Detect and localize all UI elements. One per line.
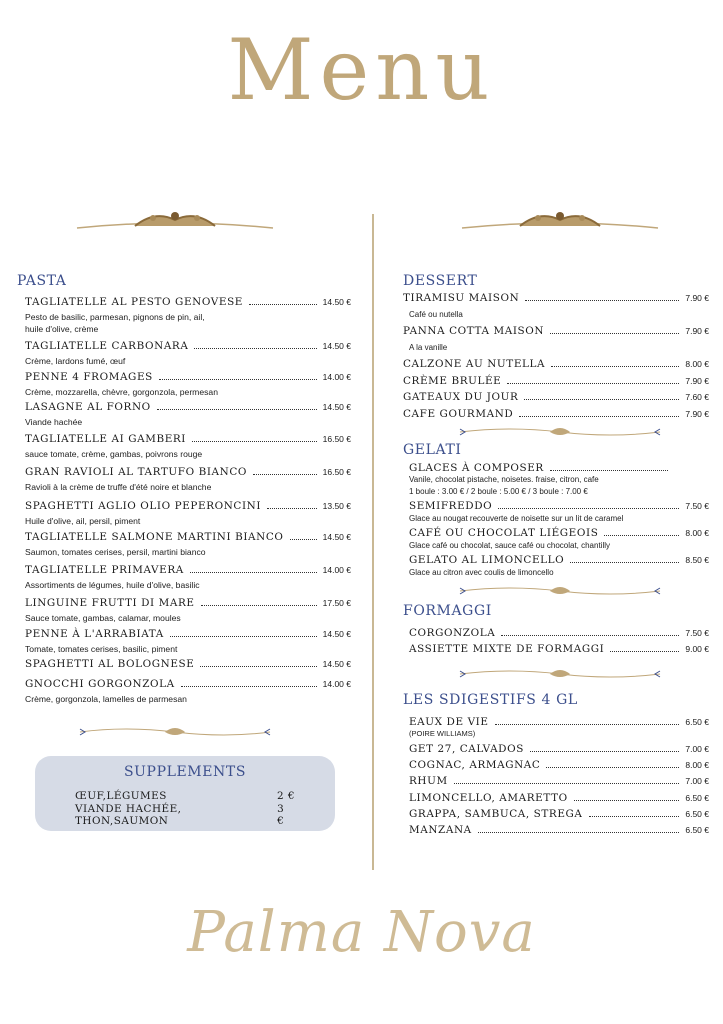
section-divider-ornament — [455, 583, 665, 599]
item-description: huile d'olive, crème — [25, 324, 99, 334]
right-flourish-ornament — [460, 206, 660, 232]
section-divider-ornament — [75, 724, 275, 740]
item-description: Assortiments de légumes, huile d'olive, basilic — [25, 580, 200, 590]
menu-item: PENNE À L'ARRABIATA 14.50 € — [25, 628, 351, 640]
menu-item: LASAGNE AL FORNO 14.50 € — [25, 401, 351, 413]
menu-item: TAGLIATELLE AI GAMBERI 16.50 € — [25, 433, 351, 445]
menu-item: LINGUINE FRUTTI DI MARE 17.50 € — [25, 597, 351, 609]
menu-item: TAGLIATELLE AL PESTO GENOVESE 14.50 € — [25, 296, 351, 308]
section-title-dessert: DESSERT — [403, 273, 478, 289]
item-description: (POIRE WILLIAMS) — [409, 729, 476, 738]
item-description: Glace au nougat recouverte de noisette sur un lit de caramel — [409, 514, 624, 523]
item-description: Ravioli à la crème de truffe d'été noire et blanche — [25, 482, 212, 492]
column-divider — [372, 214, 374, 870]
menu-item: EAUX DE VIE 6.50 € — [409, 716, 709, 728]
menu-item: LIMONCELLO, AMARETTO 6.50 € — [409, 792, 709, 804]
section-title-formaggi: FORMAGGI — [403, 603, 492, 619]
item-description: Café ou nutella — [409, 310, 463, 319]
menu-item: SPAGHETTI AGLIO OLIO PEPERONCINI 13.50 € — [25, 500, 351, 512]
section-title-gelati: GELATI — [403, 442, 462, 458]
section-divider-ornament — [455, 666, 665, 682]
menu-item: SPAGHETTI AL BOLOGNESE 14.50 € — [25, 658, 351, 670]
item-description: Pesto de basilic, parmesan, pignons de pin, ail, — [25, 312, 205, 322]
menu-item: CALZONE AU NUTELLA 8.00 € — [403, 358, 709, 370]
item-description: Huile d'olive, ail, persil, piment — [25, 516, 141, 526]
menu-item: CAFÉ OU CHOCOLAT LIÉGEOIS 8.00 € — [409, 527, 709, 539]
item-description: Tomate, tomates cerises, basilic, piment — [25, 644, 178, 654]
menu-item: TAGLIATELLE CARBONARA 14.50 € — [25, 340, 351, 352]
item-description: Viande hachée — [25, 417, 83, 427]
item-description: Glace café ou chocolat, sauce café ou chocolat, chantilly — [409, 541, 611, 550]
menu-item: CAFE GOURMAND 7.90 € — [403, 408, 709, 420]
menu-item: GATEAUX DU JOUR 7.60 € — [403, 391, 709, 403]
menu-title: Menu — [227, 21, 496, 119]
menu-item: SEMIFREDDO 7.50 € — [409, 500, 709, 512]
supplement-item: ŒUF,LÉGUMES 2 € — [75, 790, 295, 802]
menu-item: COGNAC, ARMAGNAC 8.00 € — [409, 759, 709, 771]
item-description: sauce tomate, crème, gambas, poivrons rouge — [25, 449, 203, 459]
item-description: Glace au citron avec coulis de limoncello — [409, 568, 554, 577]
menu-item: CRÈME BRULÉE 7.90 € — [403, 375, 709, 387]
item-description: Sauce tomate, gambas, calamar, moules — [25, 613, 181, 623]
menu-item: TAGLIATELLE PRIMAVERA 14.00 € — [25, 564, 351, 576]
menu-item: PENNE 4 FROMAGES 14.00 € — [25, 371, 351, 383]
menu-item: GRAN RAVIOLI AL TARTUFO BIANCO 16.50 € — [25, 466, 351, 478]
left-flourish-ornament — [75, 206, 275, 232]
section-title-supplements: SUPPLEMENTS — [123, 764, 247, 780]
section-title-digestifs: LES SDIGESTIFS 4 GL — [403, 692, 578, 708]
menu-item: MANZANA 6.50 € — [409, 824, 709, 836]
item-description: Saumon, tomates cerises, persil, martini bianco — [25, 547, 206, 557]
menu-item: PANNA COTTA MAISON 7.90 € — [403, 325, 709, 337]
item-description: Crème, gorgonzola, lamelles de parmesan — [25, 694, 187, 704]
item-description: Vanile, chocolat pistache, noisetes. fraise, citron, cafe — [409, 475, 599, 484]
item-description: Crème, lardons fumé, œuf — [25, 356, 126, 366]
menu-item: RHUM 7.00 € — [409, 775, 709, 787]
item-description: A la vanille — [409, 343, 448, 352]
menu-item: GNOCCHI GORGONZOLA 14.00 € — [25, 678, 351, 690]
supplement-item: VIANDE HACHÉE, THON,SAUMON 3 € — [75, 803, 285, 827]
menu-item: ASSIETTE MIXTE DE FORMAGGI 9.00 € — [409, 643, 709, 655]
menu-item: GRAPPA, SAMBUCA, STREGA 6.50 € — [409, 808, 709, 820]
menu-item: GLACES À COMPOSER — [409, 462, 674, 474]
section-divider-ornament — [455, 424, 665, 440]
supplements-box — [35, 756, 335, 831]
menu-item: GET 27, CALVADOS 7.00 € — [409, 743, 709, 755]
section-title-pasta: PASTA — [17, 273, 67, 289]
restaurant-logo: Palma Nova — [187, 900, 536, 965]
menu-item: TAGLIATELLE SALMONE MARTINI BIANCO 14.50 € — [25, 531, 351, 543]
item-description: 1 boule : 3.00 € / 2 boule : 5.00 € / 3 boule : 7.00 € — [409, 487, 588, 496]
menu-item: CORGONZOLA 7.50 € — [409, 627, 709, 639]
item-description: Crème, mozzarella, chèvre, gorgonzola, permesan — [25, 387, 218, 397]
menu-item: GELATO AL LIMONCELLO 8.50 € — [409, 554, 709, 566]
menu-item: TIRAMISU MAISON 7.90 € — [403, 292, 709, 304]
